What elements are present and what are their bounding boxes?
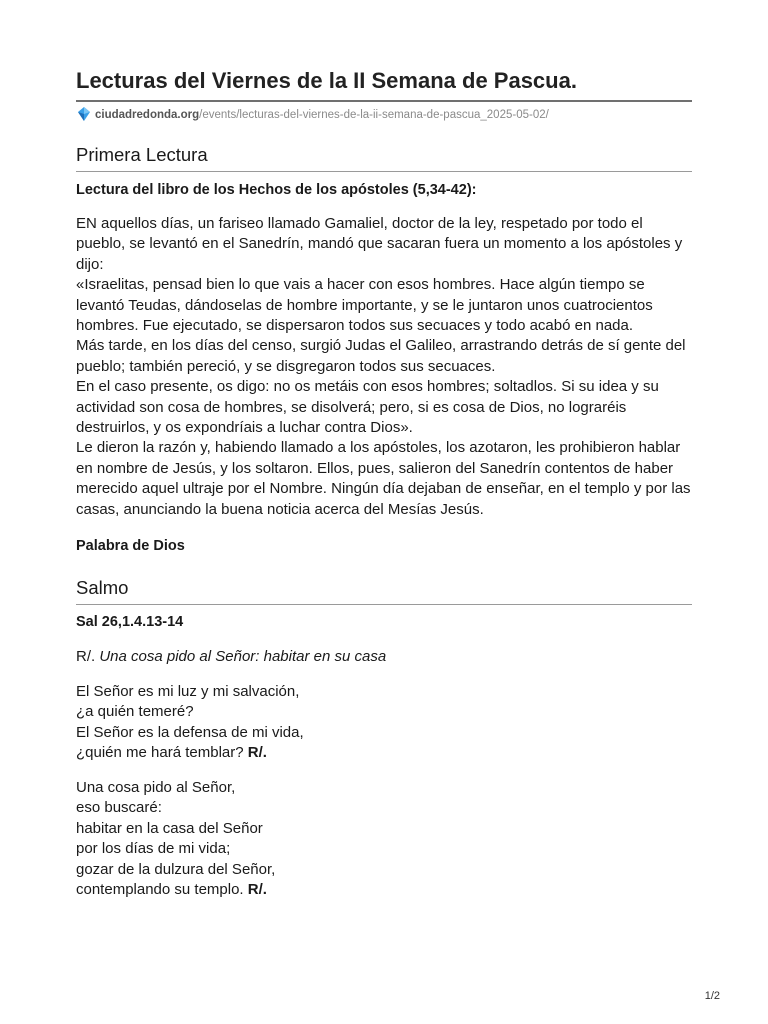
reading-paragraph: «Israelitas, pensad bien lo que vais a hacer con esos hombres. Hace algún tiempo se levantó Teudas, dándoselas de hombre importante, y se le juntaron unos cuatrocientos hombres. Fue ejecutado, se dispersaron todos sus secuaces y todo acabó en nada.: [76, 276, 653, 335]
psalm-line: Una cosa pido al Señor,: [76, 779, 236, 796]
refrain-mark: R/.: [247, 881, 267, 899]
response-label: R/.: [76, 648, 96, 665]
psalm-stanza-2: [76, 778, 692, 900]
section-heading-salmo: Salmo: [76, 577, 129, 598]
section-divider: [76, 604, 692, 605]
source-link[interactable]: [78, 107, 549, 123]
link-icon: [78, 107, 90, 121]
psalm-line: por los días de mi vida;: [76, 840, 231, 858]
reading-paragraph: Le dieron la razón y, habiendo llamado a los apóstoles, los azotaron, les prohibieron hablar en nombre de Jesús, y los soltaron. Ellos, pues, salieron del Sanedrín contentos de haber merecido aquel ultraje por el Nombre. Ningún día dejaban de enseñar, en el templo y por las casas, anunciando la buena noticia acerca del Mesías Jesús.: [76, 439, 691, 518]
psalm-response: [76, 647, 692, 667]
reading-closing: Palabra de Dios: [76, 538, 185, 554]
psalm-line: habitar en la casa del Señor: [76, 819, 263, 837]
title-divider: [76, 100, 692, 102]
source-path[interactable]: /events/lecturas-del-viernes-de-la-ii-semana-de-pascua_2025-05-02/: [199, 109, 549, 121]
source-domain[interactable]: ciudadredonda.org: [95, 109, 200, 121]
psalm-line: El Señor es mi luz y mi salvación,: [76, 683, 300, 700]
psalm-line: contemplando su templo. R/.: [76, 881, 267, 899]
reading-paragraph: Más tarde, en los días del censo, surgió Judas el Galileo, arrastrando detrás de sí gente del pueblo; también pereció, y se disgregaron todos sus secuaces.: [76, 337, 686, 375]
psalm-line: ¿quién me hará temblar? R/.: [76, 744, 267, 762]
psalm-stanza-1: [76, 682, 692, 764]
page-number: 1/2: [704, 990, 720, 1002]
psalm-reference: Sal 26,1.4.13-14: [76, 614, 184, 630]
refrain-mark: R/.: [247, 744, 267, 762]
psalm-line: gozar de la dulzura del Señor,: [76, 860, 276, 878]
psalm-line: eso buscaré:: [76, 799, 162, 817]
response-text: Una cosa pido al Señor: habitar en su casa: [99, 648, 387, 665]
section-divider: [76, 171, 692, 172]
reading-paragraph: EN aquellos días, un fariseo llamado Gamaliel, doctor de la ley, respetado por todo el pueblo, se levantó en el Sanedrín, mandó que sacaran fuera un momento a los apóstoles y dijo:: [76, 215, 683, 273]
page-title: Lecturas del Viernes de la II Semana de Pascua.: [76, 68, 577, 93]
psalm-line: El Señor es la defensa de mi vida,: [76, 723, 304, 741]
section-heading-primera-lectura: Primera Lectura: [76, 144, 208, 165]
reading-paragraph: En el caso presente, os digo: no os metáis con esos hombres; soltadlos. Si su idea y su actividad son cosa de hombres, se disolverá; pero, si es cosa de Dios, no lograréis destruirlos, y os expondríais a luchar contra Dios».: [76, 378, 659, 437]
reading-text: [76, 214, 692, 520]
psalm-line: ¿a quién temeré?: [76, 703, 194, 721]
reading-reference: Lectura del libro de los Hechos de los apóstoles (5,34-42):: [76, 182, 477, 198]
